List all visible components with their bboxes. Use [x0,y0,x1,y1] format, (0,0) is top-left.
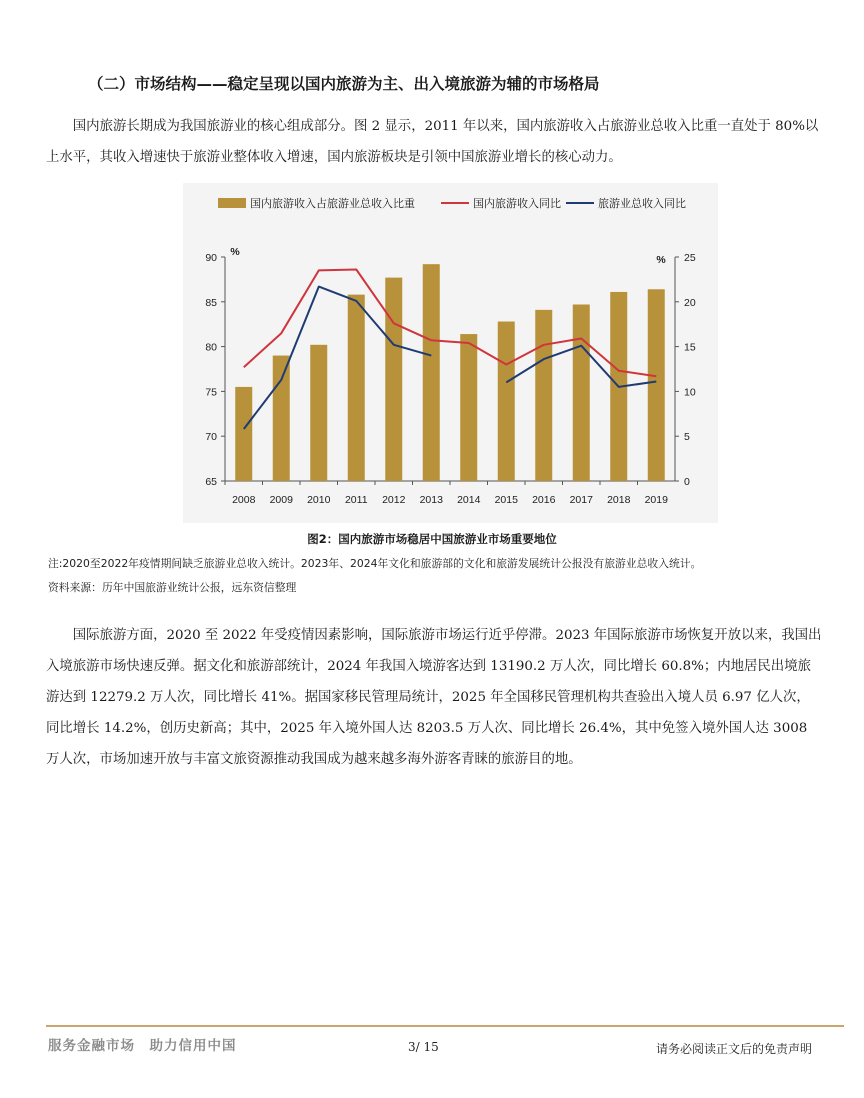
section-heading: （二）市场结构——稳定呈现以国内旅游为主、出入境旅游为辅的市场格局 [88,75,600,93]
legend-swatch-bar [218,198,246,208]
bar-domestic-share [273,356,290,481]
bar-domestic-share [423,264,440,481]
right-tick-label: 5 [684,431,690,444]
bar-domestic-share [348,295,365,481]
figure-note: 注:2020至2022年疫情期间缺乏旅游业总收入统计。2023年、2024年文化和旅游部的文化和旅游发展统计公报没有旅游业总收入统计。 [48,557,702,570]
figure-caption: 图2：国内旅游市场稳居中国旅游业市场重要地位 [307,532,557,546]
chart-svg [183,183,718,523]
bar-domestic-share [460,334,477,481]
legend-label-domestic: 国内旅游收入同比 [473,197,561,210]
legend-label-total: 旅游业总收入同比 [598,197,686,210]
x-tick-label: 2010 [307,494,331,506]
paragraph-text: 国际旅游方面，2020 至 2022 年受疫情因素影响，国际旅游市场运行近乎停滞。2023 年国际旅游市场恢复开放以来，我国出入境旅游市场快速反弹。据文化和旅游部统计，2024 年我国入境游客达到 13190.2 万人次，同比增长 60.8%；内地居民出境旅游达到 12279.2 万人次，同比增长 41%。据国家移民管理局统计，2025 年全国移民管理机构共查验出入境人员 6.97 亿人次，同比增长 14.2%，创历史新高；其中，2025 年入境外国人达 8203.5 万人次、同比增长 26.4%，其中免签入境外国人达 3008 万人次，市场加速开放与丰富文旅资源推动我国成为越来越多海外游客青睐的旅游目的地。 [46,628,822,767]
left-axis-unit: % [230,246,240,258]
paragraph-text: 国内旅游长期成为我国旅游业的核心组成部分。图 2 显示，2011 年以来，国内旅游收入占旅游业总收入比重一直处于 80%以上水平，其收入增速快于旅游业整体收入增速，国内旅游板块是引领中国旅游业增长的核心动力。 [46,119,819,165]
x-tick-label: 2008 [232,494,256,506]
x-tick-label: 2016 [532,494,556,506]
x-tick-label: 2015 [494,494,518,506]
bar-domestic-share [385,278,402,481]
left-tick-label: 90 [205,252,217,264]
paragraph-international [46,620,822,775]
legend-label-bar: 国内旅游收入占旅游业总收入比重 [250,197,415,210]
right-tick-label: 15 [684,341,696,354]
x-tick-label: 2012 [382,494,406,506]
x-tick-label: 2011 [344,494,368,506]
right-tick-label: 10 [684,386,696,399]
right-tick-label: 20 [684,296,696,309]
bar-domestic-share [310,345,327,481]
x-tick-label: 2014 [457,494,481,506]
paragraph-domestic [46,111,822,173]
left-tick-label: 85 [205,296,217,309]
right-tick-label: 0 [684,476,690,488]
line-total-yoy [244,287,431,429]
footer-disclaimer: 请务必阅读正文后的免责声明 [655,1042,812,1056]
left-tick-label: 75 [205,386,217,399]
figure-source: 资料来源：历年中国旅游业统计公报，远东资信整理 [48,581,297,594]
x-tick-label: 2009 [269,494,293,506]
bar-domestic-share [648,289,665,481]
footer-slogan: 服务金融市场 助力信用中国 [48,1038,237,1054]
figure-chart [183,183,718,523]
bar-domestic-share [235,387,252,481]
left-tick-label: 80 [205,341,217,354]
left-tick-label: 65 [205,476,217,488]
bar-domestic-share [535,310,552,481]
right-axis-unit: % [656,254,666,266]
bar-domestic-share [573,304,590,481]
left-tick-label: 70 [205,431,217,444]
bar-domestic-share [498,322,515,481]
x-tick-label: 2018 [607,494,631,506]
right-tick-label: 25 [684,252,696,264]
x-tick-label: 2019 [644,494,668,506]
x-tick-label: 2013 [419,494,443,506]
page-number: 3/ 15 [408,1040,439,1054]
footer-rule [46,1025,844,1027]
x-tick-label: 2017 [569,494,593,506]
